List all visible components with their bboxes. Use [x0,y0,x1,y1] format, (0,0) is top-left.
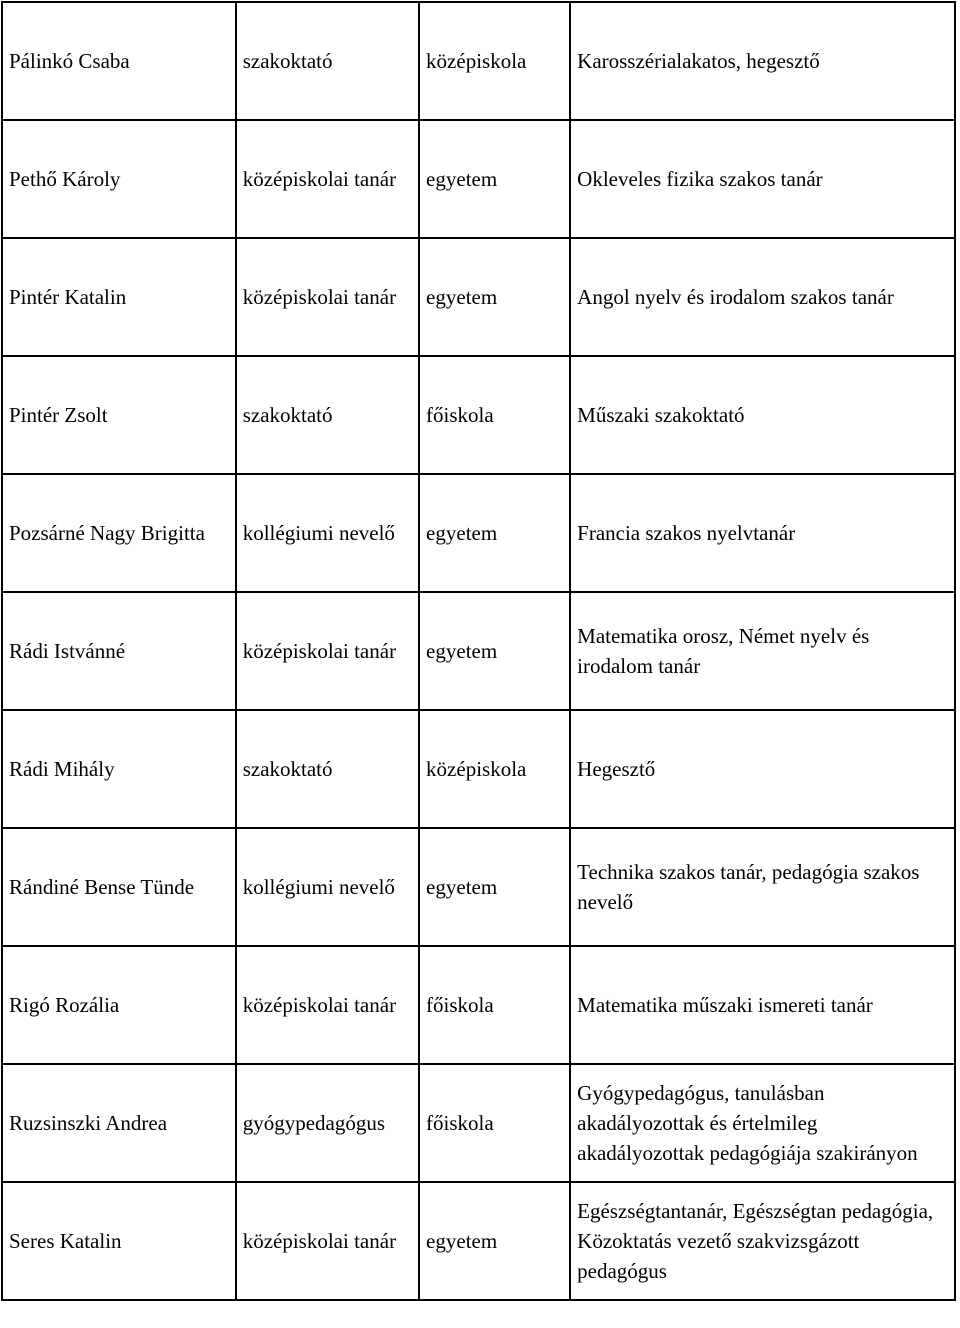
name-cell: Ruzsinszki Andrea [2,1064,236,1182]
education-level-cell: egyetem [419,828,570,946]
education-level-cell: középiskola [419,2,570,120]
role-cell: középiskolai tanár [236,238,419,356]
staff-table-body [2,2,955,1300]
name-cell: Pozsárné Nagy Brigitta [2,474,236,592]
table-row [2,474,955,592]
qualification-cell: Karosszérialakatos, hegesztő [570,2,955,120]
education-level-cell: egyetem [419,592,570,710]
table-row [2,1182,955,1300]
role-cell: kollégiumi nevelő [236,474,419,592]
table-row [2,356,955,474]
education-level-cell: főiskola [419,356,570,474]
name-cell: Rigó Rozália [2,946,236,1064]
qualification-cell: Francia szakos nyelvtanár [570,474,955,592]
education-level-cell: egyetem [419,1182,570,1300]
role-cell: szakoktató [236,356,419,474]
qualification-cell: Angol nyelv és irodalom szakos tanár [570,238,955,356]
education-level-cell: középiskola [419,710,570,828]
name-cell: Rádi Mihály [2,710,236,828]
role-cell: gyógypedagógus [236,1064,419,1182]
table-row [2,828,955,946]
qualification-cell: Hegesztő [570,710,955,828]
education-level-cell: egyetem [419,238,570,356]
role-cell: szakoktató [236,710,419,828]
name-cell: Rádi Istvánné [2,592,236,710]
table-row [2,1064,955,1182]
table-row [2,710,955,828]
education-level-cell: egyetem [419,120,570,238]
name-cell: Pálinkó Csaba [2,2,236,120]
qualification-cell: Műszaki szakoktató [570,356,955,474]
qualification-cell: Technika szakos tanár, pedagógia szakos nevelő [570,828,955,946]
qualification-cell: Gyógypedagógus, tanulásban akadályozottak és értelmileg akadályozottak pedagógiája szakirányon [570,1064,955,1182]
qualification-cell: Okleveles fizika szakos tanár [570,120,955,238]
table-row [2,946,955,1064]
name-cell: Pintér Katalin [2,238,236,356]
qualification-cell: Egészségtantanár, Egészségtan pedagógia, Közoktatás vezető szakvizsgázott pedagógus [570,1182,955,1300]
role-cell: kollégiumi nevelő [236,828,419,946]
role-cell: középiskolai tanár [236,120,419,238]
name-cell: Seres Katalin [2,1182,236,1300]
name-cell: Pintér Zsolt [2,356,236,474]
education-level-cell: főiskola [419,1064,570,1182]
staff-table [1,1,956,1301]
table-row [2,2,955,120]
name-cell: Pethő Károly [2,120,236,238]
table-row [2,120,955,238]
role-cell: középiskolai tanár [236,946,419,1064]
qualification-cell: Matematika orosz, Német nyelv és irodalom tanár [570,592,955,710]
table-row [2,592,955,710]
role-cell: szakoktató [236,2,419,120]
education-level-cell: egyetem [419,474,570,592]
name-cell: Rándiné Bense Tünde [2,828,236,946]
qualification-cell: Matematika műszaki ismereti tanár [570,946,955,1064]
role-cell: középiskolai tanár [236,1182,419,1300]
role-cell: középiskolai tanár [236,592,419,710]
education-level-cell: főiskola [419,946,570,1064]
table-row [2,238,955,356]
